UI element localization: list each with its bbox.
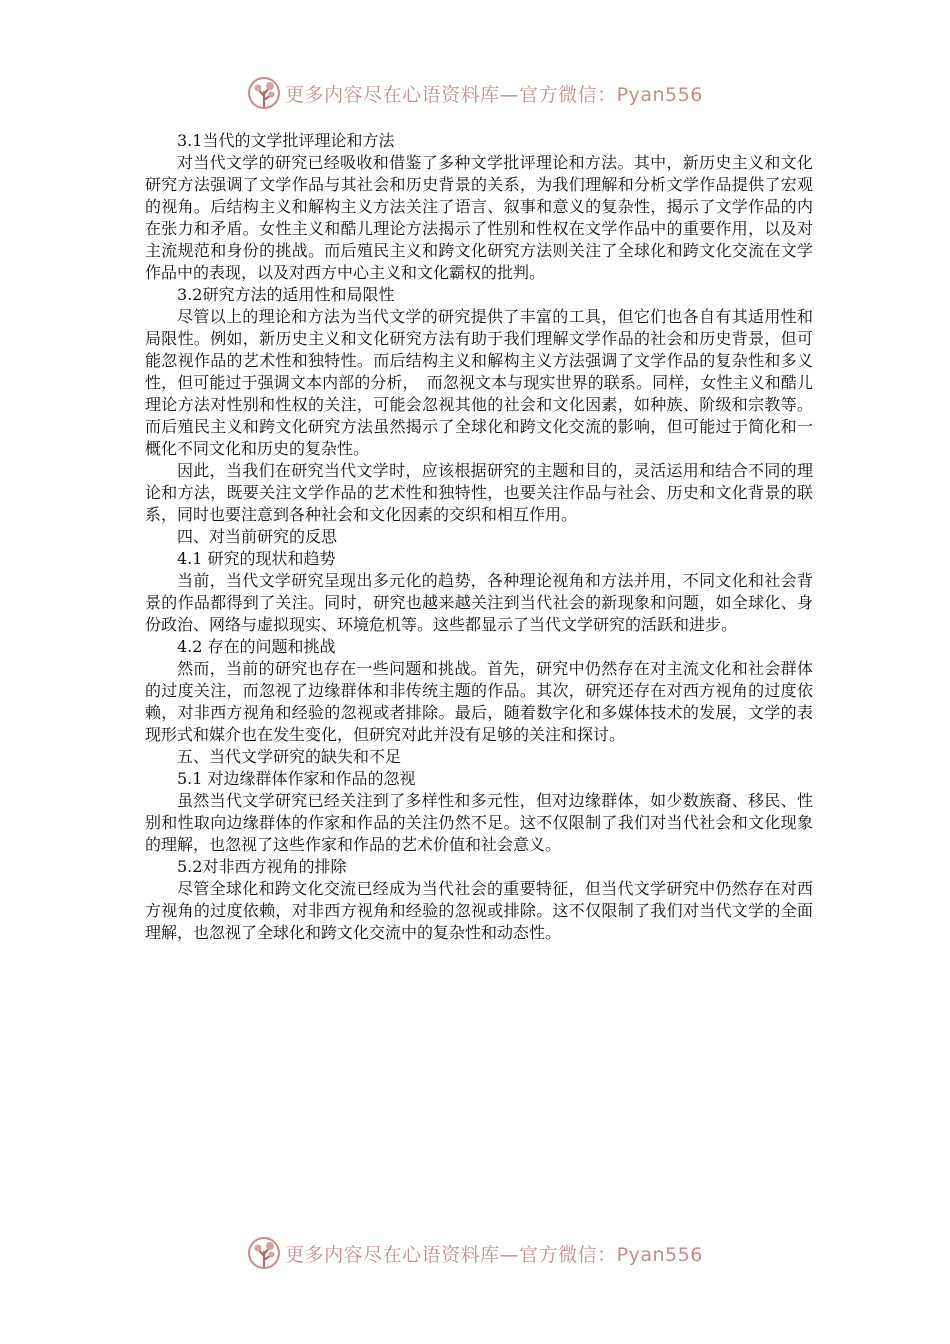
paragraph: 当前，当代文学研究呈现出多元化的趋势，各种理论视角和方法并用，不同文化和社会背景的作品都得到了关注。同时，研究也越来越关注到当代社会的新现象和问题，如全球化、身份政治、网络与虚拟现实、环境危机等。这些都显示了当代文学研究的活跃和进步。: [145, 571, 813, 634]
paragraph: 对当代文学的研究已经吸收和借鉴了多种文学批评理论和方法。其中，新历史主义和文化研究方法强调了文学作品与其社会和历史背景的关系，为我们理解和分析文学作品提供了宏观的视角。后结构主义和解构主义方法关注了语言、叙事和意义的复杂性，揭示了文学作品的内在张力和矛盾。女性主义和酷儿理论方法揭示了性别和性权在文学作品中的重要作用，以及对主流规范和身份的挑战。而后殖民主义和跨文化研究方法则关注了全球化和跨文化交流在文学作品中的表现，以及对西方中心主义和文化霸权的批判。: [145, 153, 813, 282]
section-heading-4-1: 4.1 研究的现状和趋势: [177, 549, 336, 568]
watermark-banner-bottom: [0, 1233, 950, 1273]
section-heading-3-2: 3.2研究方法的适用性和局限性: [177, 285, 395, 304]
watermark-text: 更多内容尽在心语资料库—官方微信：Pyan556: [285, 1243, 703, 1266]
paragraph: 然而，当前的研究也存在一些问题和挑战。首先，研究中仍然存在对主流文化和社会群体的过度关注，而忽视了边缘群体和非传统主题的作品。其次，研究还存在对西方视角的过度依赖，对非西方视角和经验的忽视或者排除。最后，随着数字化和多媒体技术的发展，文学的表现形式和媒介也在发生变化，但研究对此并没有足够的关注和探讨。: [145, 659, 813, 744]
tree-logo-icon: [247, 76, 281, 110]
section-heading-5: 五、当代文学研究的缺失和不足: [177, 747, 402, 766]
watermark-text: 更多内容尽在心语资料库—官方微信：Pyan556: [285, 83, 703, 106]
tree-logo-icon: [247, 1236, 281, 1270]
paragraph: 虽然当代文学研究已经关注到了多样性和多元性，但对边缘群体，如少数族裔、移民、性别和性取向边缘群体的作家和作品的关注仍然不足。这不仅限制了我们对当代社会和文化现象的理解，也忽视了这些作家和作品的艺术价值和社会意义。: [145, 791, 813, 854]
section-heading-4-2: 4.2 存在的问题和挑战: [177, 637, 336, 656]
watermark-banner-top: [0, 73, 950, 113]
section-heading-5-1: 5.1 对边缘群体作家和作品的忽视: [177, 769, 416, 788]
section-heading-4: 四、对当前研究的反思: [177, 527, 338, 546]
paragraph: 因此，当我们在研究当代文学时，应该根据研究的主题和目的，灵活运用和结合不同的理论和方法，既要关注文学作品的艺术性和独特性，也要关注作品与社会、历史和文化背景的联系，同时也要注意到各种社会和文化因素的交织和相互作用。: [145, 461, 813, 524]
section-heading-3-1: 3.1当代的文学批评理论和方法: [177, 131, 395, 150]
paragraph: 尽管以上的理论和方法为当代文学的研究提供了丰富的工具，但它们也各自有其适用性和局限性。例如，新历史主义和文化研究方法有助于我们理解文学作品的社会和历史背景，但可能忽视作品的艺术性和独特性。而后结构主义和解构主义方法强调了文学作品的复杂性和多义性，但可能过于强调文本内部的分析， 而忽视文本与现实世界的联系。同样，女性主义和酷儿理论方法对性别和性权的关注，可能会忽视其他的社会和文化因素，如种族、阶级和宗教等。而后殖民主义和跨文化研究方法虽然揭示了全球化和跨文化交流的影响，但可能过于简化和一概化不同文化和历史的复杂性。: [145, 307, 813, 458]
section-heading-5-2: 5.2对非西方视角的排除: [177, 857, 347, 876]
paragraph: 尽管全球化和跨文化交流已经成为当代社会的重要特征，但当代文学研究中仍然存在对西方视角的过度依赖，对非西方视角和经验的忽视或排除。这不仅限制了我们对当代文学的全面理解，也忽视了全球化和跨文化交流中的复杂性和动态性。: [145, 879, 813, 942]
document-body: [145, 130, 813, 944]
